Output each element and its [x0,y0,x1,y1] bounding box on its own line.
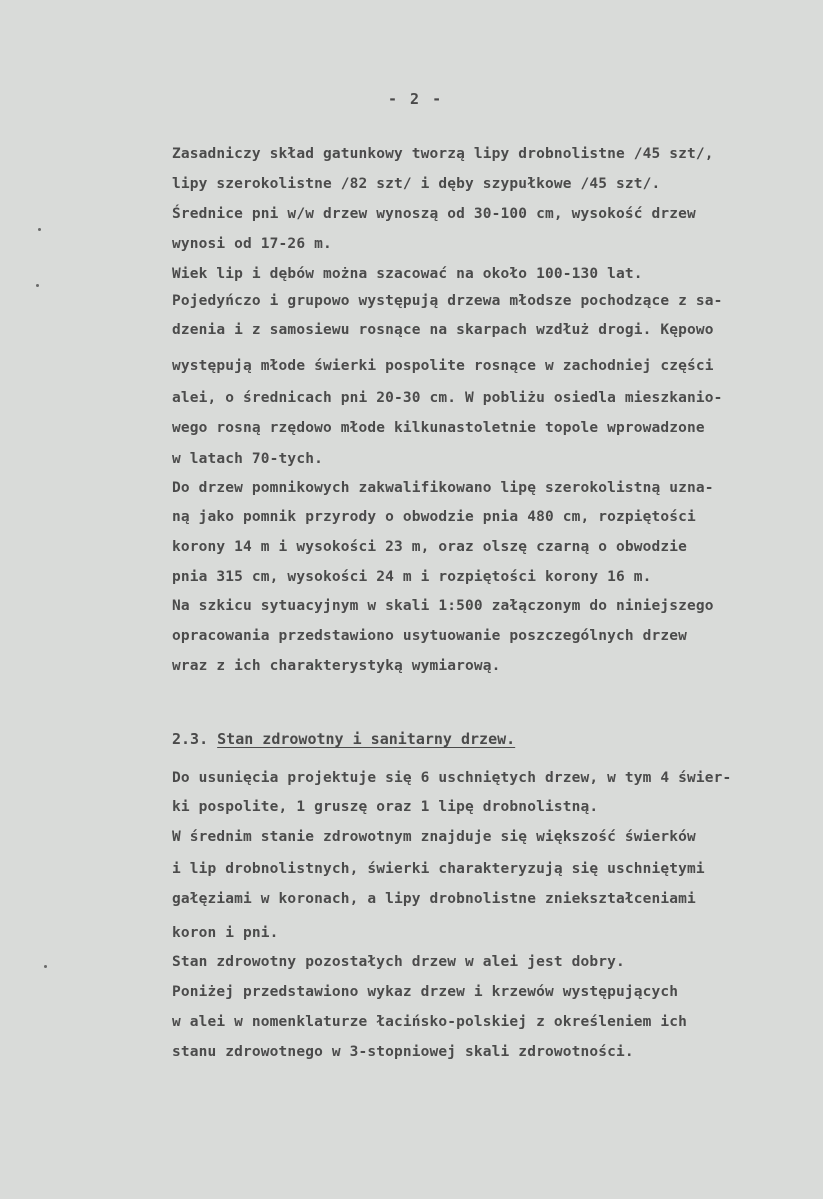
text-line: występują młode świerki pospolite rosnące w zachodniej części [172,358,714,374]
text-line: W średnim stanie zdrowotnym znajduje się większość świerków [172,829,696,845]
text-line: w latach 70-tych. [172,451,323,467]
text-line: korony 14 m i wysokości 23 m, oraz olszę czarną o obwodzie [172,539,688,555]
section-number: 2.3. [172,730,209,748]
text-line: i lip drobnolistnych, świerki charakteryzują się uschniętymi [172,861,705,877]
text-line: gałęziami w koronach, a lipy drobnolistne zniekształceniami [172,891,696,907]
text-line: opracowania przedstawiono usytuowanie poszczególnych drzew [172,628,688,644]
section-title: Stan zdrowotny i sanitarny drzew. [217,730,516,748]
scan-speck [36,284,39,287]
text-line: Stan zdrowotny pozostałych drzew w alei jest dobry. [172,954,625,970]
text-line: Na szkicu sytuacyjnym w skali 1:500 załączonym do niniejszego [172,598,714,614]
scan-speck [44,965,47,968]
text-line: Pojedyńczo i grupowo występują drzewa młodsze pochodzące z sa- [172,293,723,309]
text-line: Poniżej przedstawiono wykaz drzew i krzewów występujących [172,984,679,1000]
text-line: Zasadniczy skład gatunkowy tworzą lipy drobnolistne /45 szt/, [172,146,714,162]
text-line: dzenia i z samosiewu rosnące na skarpach wzdłuż drogi. Kępowo [172,322,714,338]
scan-speck [38,228,41,231]
text-line: w alei w nomenklaturze łacińsko-polskiej z określeniem ich [172,1014,688,1030]
text-line: stanu zdrowotnego w 3-stopniowej skali zdrowotności. [172,1044,634,1060]
text-line: wraz z ich charakterystyką wymiarową. [172,658,501,674]
section-heading [172,730,515,748]
text-line: ki pospolite, 1 gruszę oraz 1 lipę drobnolistną. [172,799,599,815]
text-line: lipy szerokolistne /82 szt/ i dęby szypułkowe /45 szt/. [172,176,661,192]
text-line: ną jako pomnik przyrody o obwodzie pnia 480 cm, rozpiętości [172,509,696,525]
text-line: koron i pni. [172,925,279,941]
text-line: Wiek lip i dębów można szacować na około 100-130 lat. [172,266,643,282]
text-line: Do drzew pomnikowych zakwalifikowano lipę szerokolistną uzna- [172,480,714,496]
text-line: pnia 315 cm, wysokości 24 m i rozpiętości korony 16 m. [172,569,652,585]
text-line: Do usunięcia projektuje się 6 uschniętych drzew, w tym 4 świer- [172,770,732,786]
text-line: wynosi od 17-26 m. [172,236,332,252]
text-line: wego rosną rzędowo młode kilkunastoletnie topole wprowadzone [172,420,705,436]
page-number: - 2 - [388,90,444,108]
text-line: Średnice pni w/w drzew wynoszą od 30-100 cm, wysokość drzew [172,206,696,222]
text-line: alei, o średnicach pni 20-30 cm. W pobliżu osiedla mieszkanio- [172,390,723,406]
